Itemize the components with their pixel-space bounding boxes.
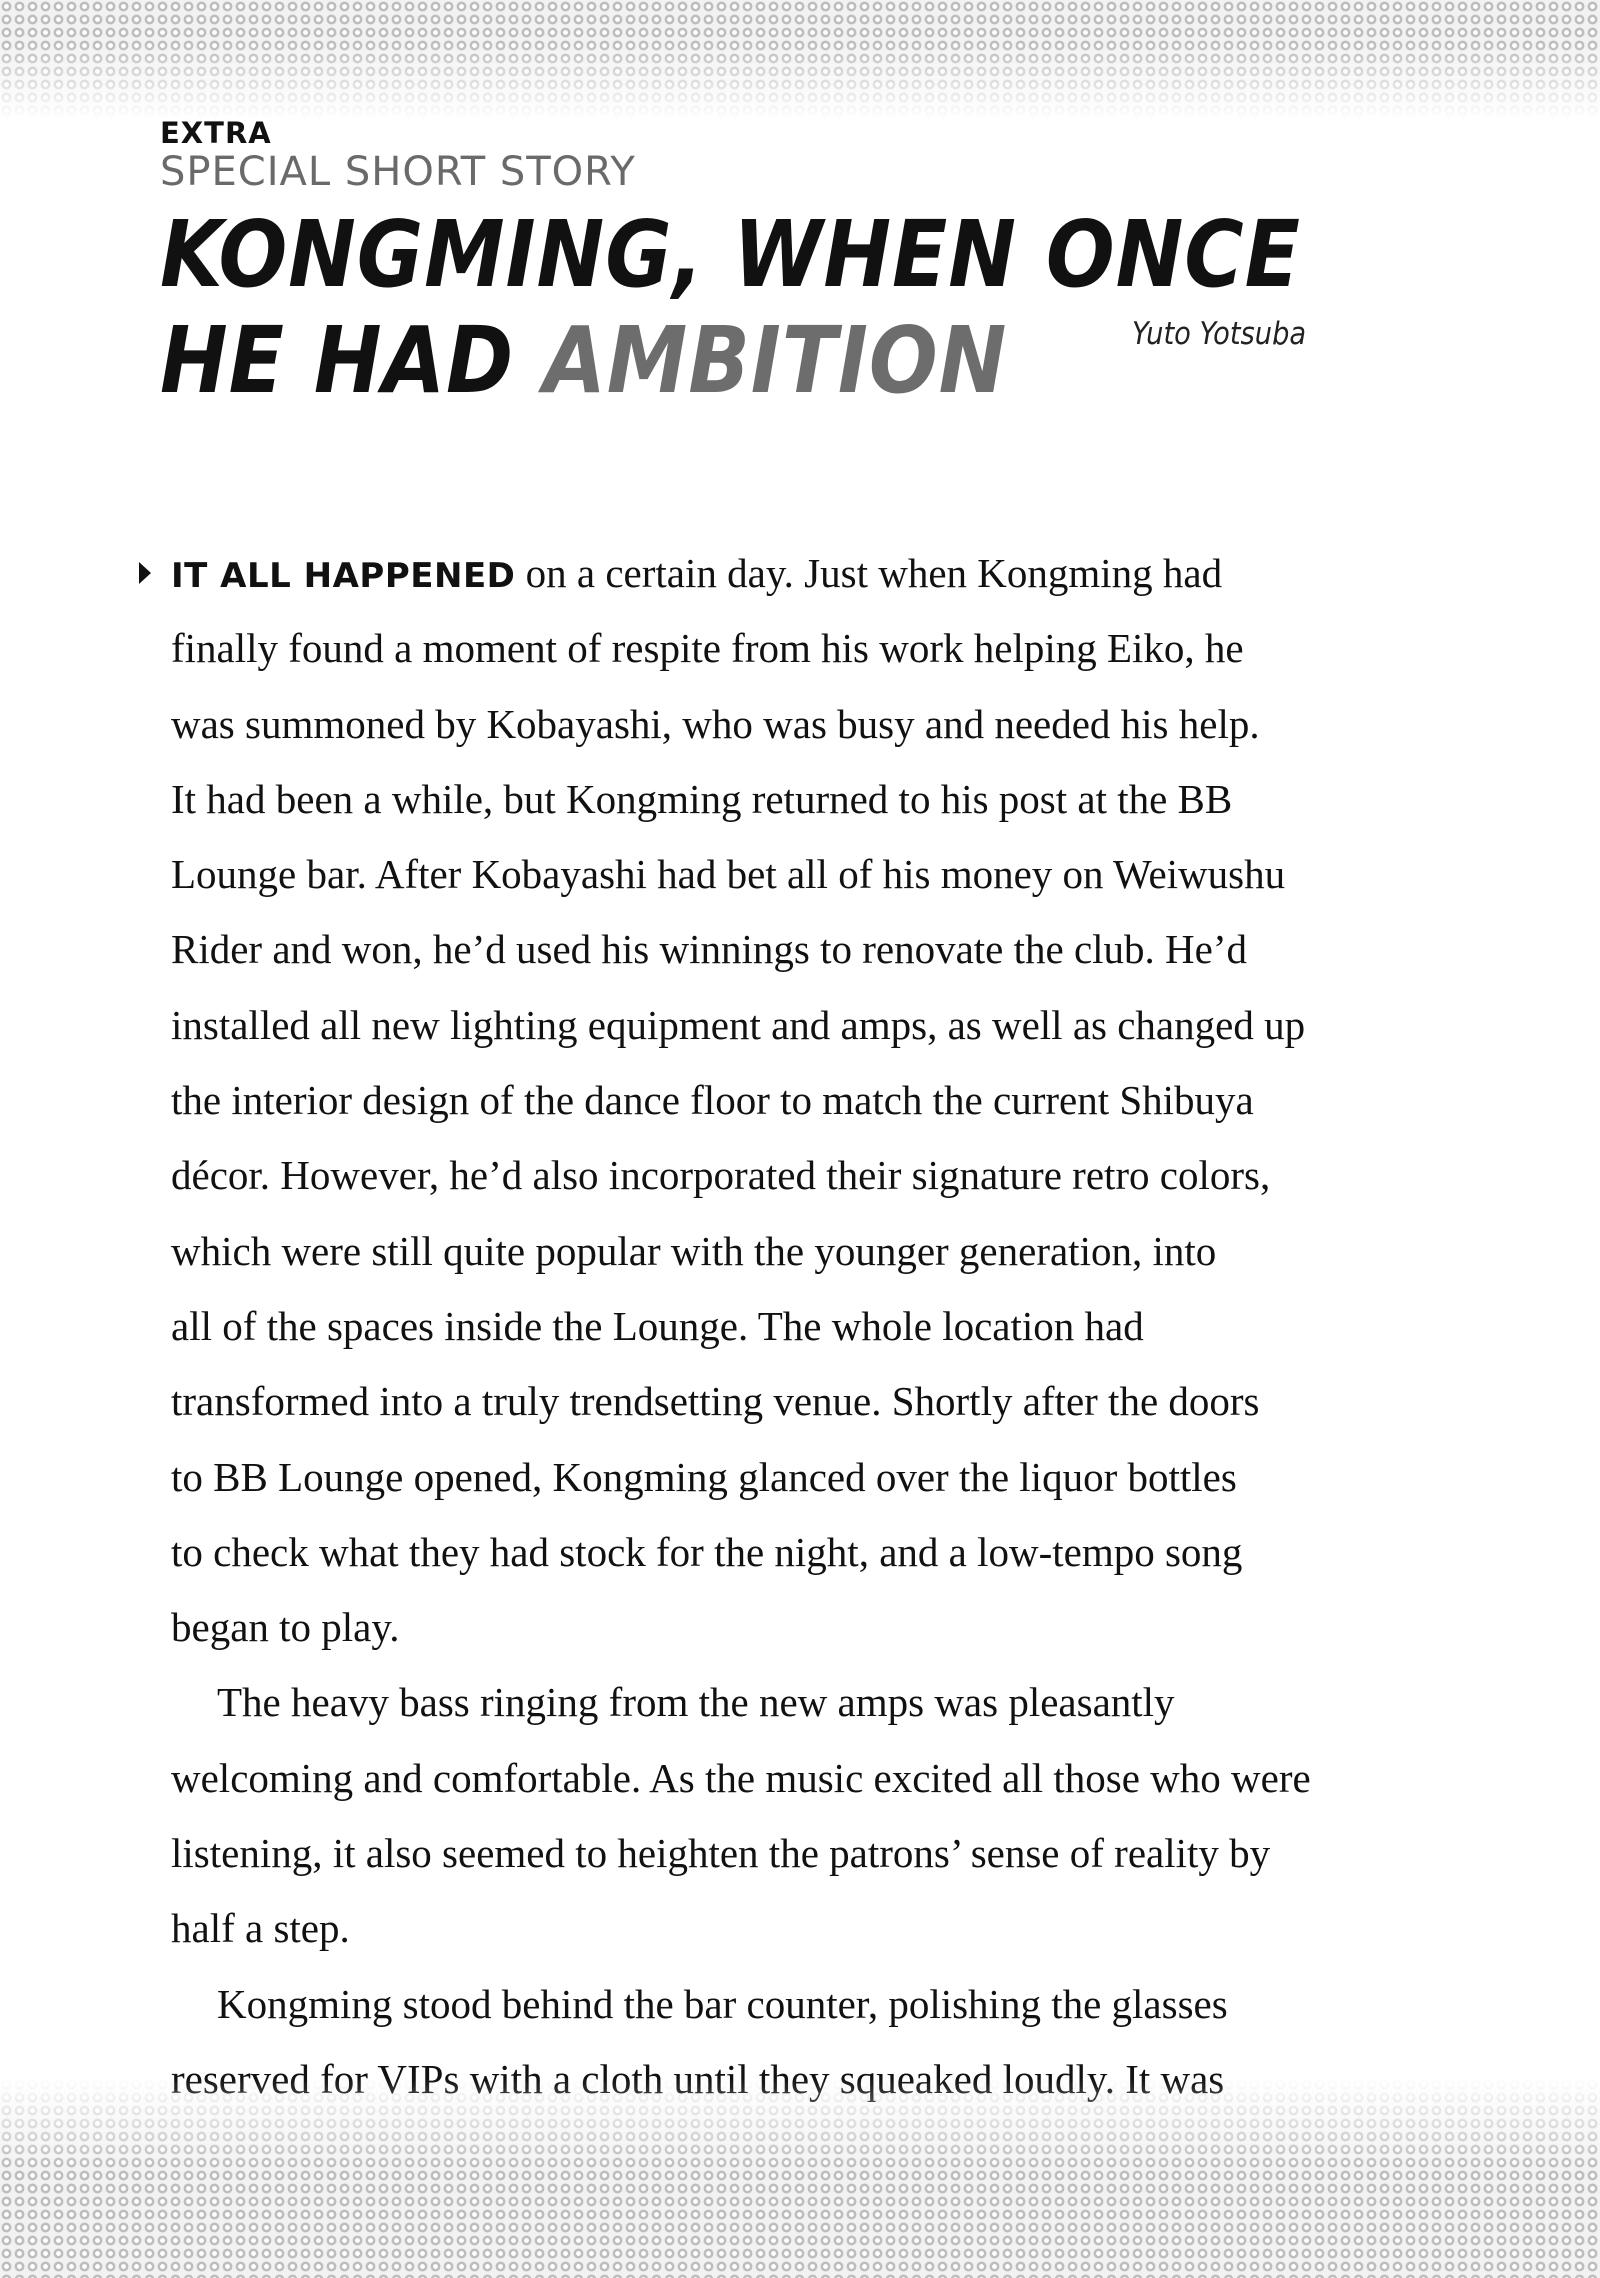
story-subtitle: SPECIAL SHORT STORY <box>160 149 636 195</box>
title-line-2-gray: AMBITION <box>543 307 1008 414</box>
halftone-border-bottom <box>0 2078 1600 2278</box>
halftone-border-top <box>0 0 1600 120</box>
story-line: which were still quite popular with the younger generation, into <box>171 1227 1217 1274</box>
story-line: to check what they had stock for the night, and a low-tempo song <box>171 1528 1243 1575</box>
story-line: Lounge bar. After Kobayashi had bet all of his money on Weiwushu <box>171 851 1286 898</box>
story-line-text: on a certain day. Just when Kongming had <box>515 550 1223 596</box>
story-title <box>160 201 1307 414</box>
story-line: half a step. <box>171 1905 350 1952</box>
story-line: welcoming and comfortable. As the music excited all those who were <box>171 1754 1311 1801</box>
story-line: began to play. <box>171 1604 400 1651</box>
story-line: to BB Lounge opened, Kongming glanced over the liquor bottles <box>171 1453 1237 1500</box>
story-line: was summoned by Kobayashi, who was busy and needed his help. <box>171 700 1260 747</box>
story-line: all of the spaces inside the Lounge. The whole location had <box>171 1302 1144 1349</box>
author-name: Yuto Yotsuba <box>1132 316 1307 352</box>
lead-in-text: IT ALL HAPPENED <box>171 556 516 596</box>
story-line: finally found a moment of respite from his work helping Eiko, he <box>171 625 1244 672</box>
story-line <box>171 536 1471 611</box>
story-header <box>160 118 1460 414</box>
title-line-2-dark: HE HAD <box>160 307 544 414</box>
story-line: listening, it also seemed to heighten the patrons’ sense of reality by <box>171 1830 1271 1877</box>
story-line: transformed into a truly trendsetting venue. Shortly after the doors <box>171 1378 1260 1425</box>
kicker-label: EXTRA <box>160 116 272 150</box>
triangle-bullet-icon <box>139 562 151 584</box>
story-line: Rider and won, he’d used his winnings to renovate the club. He’d <box>171 926 1248 973</box>
story-body <box>171 536 1471 2117</box>
story-line: the interior design of the dance floor to match the current Shibuya <box>171 1077 1254 1124</box>
story-line: Kongming stood behind the bar counter, polishing the glasses <box>217 1980 1228 2027</box>
story-line: décor. However, he’d also incorporated their signature retro colors, <box>171 1152 1271 1199</box>
story-line: installed all new lighting equipment and amps, as well as changed up <box>171 1001 1306 1048</box>
title-line-1: KONGMING, WHEN ONCE <box>160 201 1301 308</box>
story-line: The heavy bass ringing from the new amps was pleasantly <box>217 1679 1175 1726</box>
story-line: It had been a while, but Kongming returned to his post at the BB <box>171 775 1233 822</box>
